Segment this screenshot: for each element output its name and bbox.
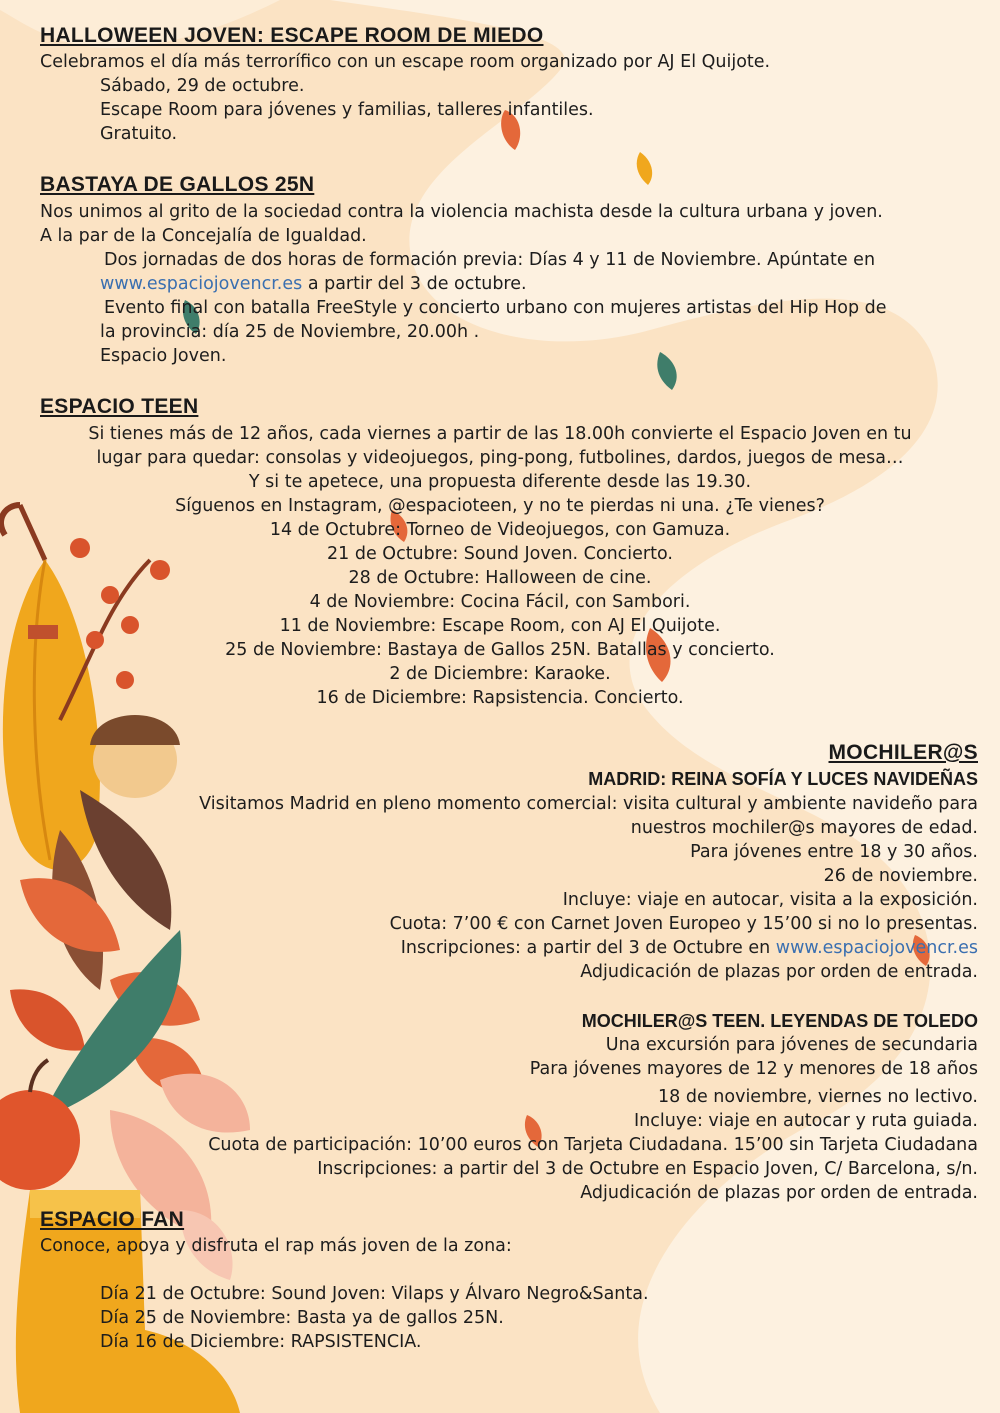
halloween-date: Sábado, 29 de octubre.	[100, 76, 305, 96]
toledo-line: Una excursión para jóvenes de secundaria	[605, 1035, 978, 1055]
bastaya-jornadas: Dos jornadas de dos horas de formación previa: Días 4 y 11 de Noviembre. Apúntate en	[104, 250, 876, 270]
mochileros-title: MOCHILER@S	[828, 741, 978, 764]
fan-line: Día 25 de Noviembre: Basta ya de gallos 25N.	[100, 1308, 504, 1328]
toledo-line: 18 de noviembre, viernes no lectivo.	[658, 1087, 978, 1107]
teen-line: Y si te apetece, una propuesta diferente desde las 19.30.	[248, 472, 752, 492]
teen-event: 28 de Octubre: Halloween de cine.	[348, 568, 652, 588]
teen-event: 25 de Noviembre: Bastaya de Gallos 25N. Batallas y concierto.	[225, 640, 775, 660]
teen-event: 14 de Octubre: Torneo de Videojuegos, con Gamuza.	[269, 520, 731, 540]
bastaya-link-after: a partir del 3 de octubre.	[302, 274, 527, 294]
teen-line: Si tienes más de 12 años, cada viernes a partir de las 18.00h convierte el Espacio Joven en tu	[88, 424, 912, 444]
teen-event: 4 de Noviembre: Cocina Fácil, con Sambori.	[309, 592, 691, 612]
madrid-line: 26 de noviembre.	[823, 866, 978, 886]
teen-line: lugar para quedar: consolas y videojuegos, ping-pong, futbolines, dardos, juegos de mesa…	[96, 448, 904, 468]
madrid-line: Visitamos Madrid en pleno momento comercial: visita cultural y ambiente navideño para	[199, 794, 978, 814]
toledo-line: Para jóvenes mayores de 12 y menores de 18 años	[529, 1059, 978, 1079]
madrid-line: Para jóvenes entre 18 y 30 años.	[690, 842, 978, 862]
bastaya-evento-2: la provincia: día 25 de Noviembre, 20.00h .	[100, 322, 480, 342]
halloween-activity: Escape Room para jóvenes y familias, talleres infantiles.	[100, 100, 594, 120]
teen-event: 21 de Octubre: Sound Joven. Concierto.	[327, 544, 673, 564]
halloween-price: Gratuito.	[100, 124, 178, 144]
toledo-line: Cuota de participación: 10’00 euros con Tarjeta Ciudadana. 15’00 sin Tarjeta Ciudadana	[208, 1135, 978, 1155]
halloween-title: HALLOWEEN JOVEN: ESCAPE ROOM DE MIEDO	[40, 24, 544, 47]
teen-event: 11 de Noviembre: Escape Room, con AJ El Quijote.	[279, 616, 721, 636]
fan-line: Día 21 de Octubre: Sound Joven: Vilaps y Álvaro Negro&Santa.	[100, 1284, 649, 1304]
halloween-intro: Celebramos el día más terrorífico con un escape room organizado por AJ El Quijote.	[40, 52, 771, 72]
bastaya-evento-1: Evento final con batalla FreeStyle y concierto urbano con mujeres artistas del Hip Hop de	[104, 298, 887, 318]
teen-event: 16 de Diciembre: Rapsistencia. Concierto.	[316, 688, 684, 708]
bastaya-lugar: Espacio Joven.	[100, 346, 227, 366]
toledo-line: Adjudicación de plazas por orden de entrada.	[580, 1183, 978, 1203]
madrid-title: MADRID: REINA SOFÍA Y LUCES NAVIDEÑAS	[588, 769, 978, 789]
madrid-adjudicacion: Adjudicación de plazas por orden de entrada.	[580, 962, 978, 982]
teen-line: Síguenos en Instagram, @espacioteen, y no te pierdas ni una. ¿Te vienes?	[175, 496, 825, 516]
bastaya-intro-2: A la par de la Concejalía de Igualdad.	[40, 226, 367, 246]
madrid-inscripciones	[401, 936, 978, 960]
madrid-line: Cuota: 7’00 € con Carnet Joven Europeo y 15’00 si no lo presentas.	[389, 914, 978, 934]
madrid-inscr-text: Inscripciones: a partir del 3 de Octubre en	[400, 938, 776, 958]
teen-event: 2 de Diciembre: Karaoke.	[389, 664, 611, 684]
toledo-line: Incluye: viaje en autocar y ruta guiada.	[634, 1111, 978, 1131]
bastaya-intro-1: Nos unimos al grito de la sociedad contra la violencia machista desde la cultura urbana y joven.	[40, 202, 883, 222]
toledo-title: MOCHILER@S TEEN. LEYENDAS DE TOLEDO	[581, 1011, 978, 1031]
bastaya-title: BASTAYA DE GALLOS 25N	[40, 173, 315, 196]
bastaya-link[interactable]: www.espaciojovencr.es	[100, 274, 303, 294]
teen-title: ESPACIO TEEN	[40, 395, 199, 418]
toledo-line: Inscripciones: a partir del 3 de Octubre en Espacio Joven, C/ Barcelona, s/n.	[317, 1159, 978, 1179]
fan-intro: Conoce, apoya y disfruta el rap más joven de la zona:	[40, 1236, 512, 1256]
madrid-link[interactable]: www.espaciojovencr.es	[775, 938, 978, 958]
fan-title: ESPACIO FAN	[40, 1208, 185, 1231]
madrid-line: Incluye: viaje en autocar, visita a la exposición.	[562, 890, 978, 910]
fan-line: Día 16 de Diciembre: RAPSISTENCIA.	[100, 1332, 422, 1352]
madrid-line: nuestros mochiler@s mayores de edad.	[630, 818, 978, 838]
bastaya-link-line	[100, 272, 527, 296]
